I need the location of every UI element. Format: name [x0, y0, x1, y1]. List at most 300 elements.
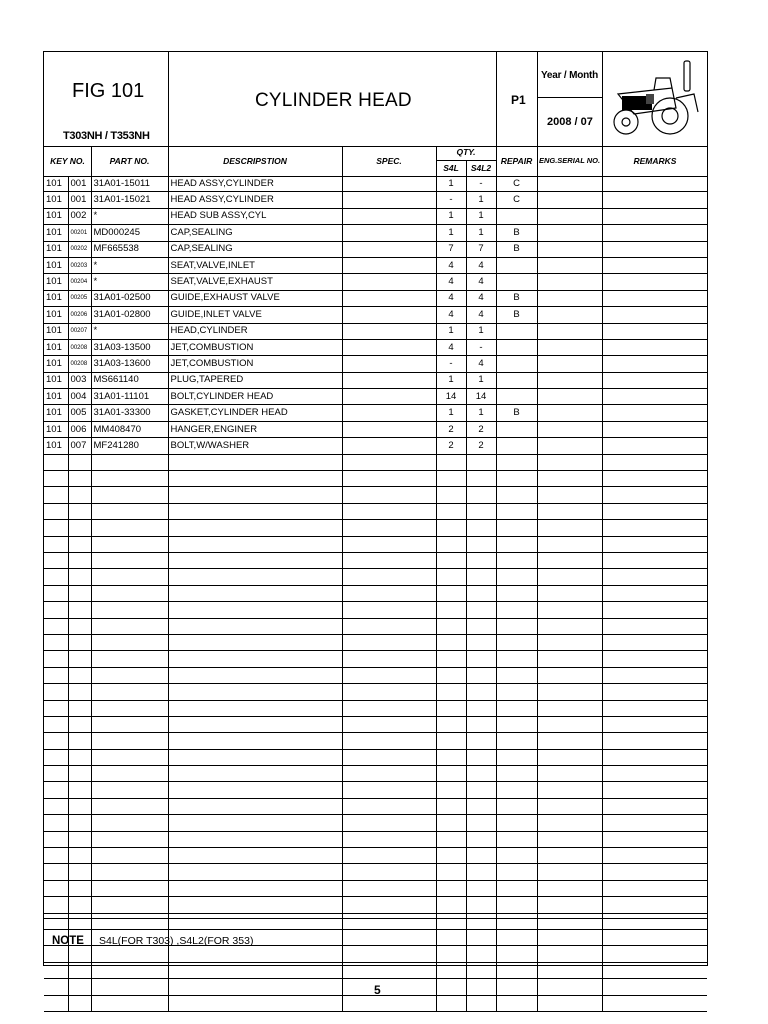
- cell-empty: [537, 356, 602, 372]
- cell-key: 00202: [68, 241, 91, 257]
- cell-s4l2: [466, 602, 496, 618]
- cell-repair: [496, 503, 537, 519]
- cell-desc: HEAD ASSY,CYLINDER: [168, 192, 342, 208]
- cell-empty: [602, 389, 707, 405]
- cell-part: [91, 766, 168, 782]
- cell-s4l: [436, 487, 466, 503]
- cell-fig: [44, 897, 68, 913]
- cell-s4l: [436, 552, 466, 568]
- cell-fig: 101: [44, 192, 68, 208]
- cell-empty: [602, 438, 707, 454]
- cell-empty: [537, 848, 602, 864]
- cell-empty: [537, 339, 602, 355]
- cell-empty: [602, 421, 707, 437]
- cell-empty: [602, 257, 707, 273]
- cell-part: MM408470: [91, 421, 168, 437]
- cell-repair: B: [496, 290, 537, 306]
- cell-fig: 101: [44, 307, 68, 323]
- cell-fig: 101: [44, 389, 68, 405]
- cell-key: [68, 520, 91, 536]
- cell-repair: C: [496, 192, 537, 208]
- cell-empty: [602, 585, 707, 601]
- cell-empty: [537, 208, 602, 224]
- cell-empty: [537, 257, 602, 273]
- cell-empty: [342, 569, 436, 585]
- cell-s4l2: 1: [466, 208, 496, 224]
- cell-s4l: [436, 520, 466, 536]
- table-row: [44, 602, 707, 618]
- cell-repair: [496, 356, 537, 372]
- table-row: [44, 471, 707, 487]
- cell-empty: [537, 421, 602, 437]
- table-row: [44, 569, 707, 585]
- cell-fig: [44, 569, 68, 585]
- table-row: [44, 651, 707, 667]
- cell-empty: [537, 602, 602, 618]
- cell-empty: [342, 372, 436, 388]
- cell-s4l: 1: [436, 225, 466, 241]
- note-label: NOTE: [52, 935, 84, 947]
- cell-repair: [496, 700, 537, 716]
- col-eng-serial: ENG.SERIAL NO.: [538, 156, 601, 165]
- cell-fig: [44, 716, 68, 732]
- cell-s4l2: 4: [466, 307, 496, 323]
- cell-s4l: [436, 503, 466, 519]
- table-row: [44, 176, 707, 192]
- cell-s4l2: 1: [466, 405, 496, 421]
- table-row: [44, 503, 707, 519]
- cell-empty: [342, 356, 436, 372]
- cell-repair: B: [496, 405, 537, 421]
- table-row: [44, 831, 707, 847]
- cell-desc: SEAT,VALVE,EXHAUST: [168, 274, 342, 290]
- cell-empty: [537, 749, 602, 765]
- cell-fig: [44, 536, 68, 552]
- table-row: [44, 700, 707, 716]
- col-part-no: PART NO.: [109, 156, 150, 166]
- cell-desc: [168, 815, 342, 831]
- cell-part: [91, 618, 168, 634]
- model-list: T303NH / T353NH: [63, 130, 150, 142]
- cell-empty: [537, 454, 602, 470]
- cell-fig: [44, 618, 68, 634]
- cell-key: 006: [68, 421, 91, 437]
- cell-s4l: [436, 700, 466, 716]
- cell-desc: HANGER,ENGINER: [168, 421, 342, 437]
- cell-fig: 101: [44, 372, 68, 388]
- cell-key: [68, 782, 91, 798]
- cell-desc: HEAD,CYLINDER: [168, 323, 342, 339]
- cell-empty: [602, 979, 707, 995]
- table-row: [44, 585, 707, 601]
- cell-part: *: [91, 208, 168, 224]
- cell-part: 31A01-02800: [91, 307, 168, 323]
- table-row: [44, 766, 707, 782]
- cell-part: 31A01-02500: [91, 290, 168, 306]
- cell-fig: [44, 602, 68, 618]
- cell-repair: [496, 536, 537, 552]
- cell-fig: [44, 487, 68, 503]
- cell-part: [91, 503, 168, 519]
- cell-repair: [496, 766, 537, 782]
- table-row: [44, 323, 707, 339]
- cell-desc: [168, 585, 342, 601]
- cell-empty: [537, 618, 602, 634]
- cell-repair: [496, 716, 537, 732]
- cell-empty: [602, 716, 707, 732]
- cell-key: [68, 503, 91, 519]
- cell-fig: [44, 700, 68, 716]
- cell-desc: [168, 536, 342, 552]
- cell-empty: [342, 438, 436, 454]
- cell-s4l: 4: [436, 339, 466, 355]
- cell-empty: [342, 274, 436, 290]
- cell-s4l: [436, 651, 466, 667]
- cell-empty: [537, 700, 602, 716]
- cell-empty: [537, 290, 602, 306]
- cell-repair: [496, 471, 537, 487]
- cell-s4l2: [466, 864, 496, 880]
- cell-empty: [537, 864, 602, 880]
- cell-part: [91, 634, 168, 650]
- cell-s4l: [436, 733, 466, 749]
- cell-key: [68, 585, 91, 601]
- cell-fig: 101: [44, 438, 68, 454]
- cell-desc: [168, 602, 342, 618]
- cell-desc: JET,COMBUSTION: [168, 339, 342, 355]
- cell-desc: JET,COMBUSTION: [168, 356, 342, 372]
- cell-part: [91, 848, 168, 864]
- cell-empty: [537, 815, 602, 831]
- table-row: [44, 634, 707, 650]
- col-qty: QTY.: [456, 147, 476, 157]
- cell-desc: [168, 782, 342, 798]
- cell-key: [68, 651, 91, 667]
- cell-key: [68, 454, 91, 470]
- sheet-header: [44, 52, 707, 147]
- cell-fig: [44, 749, 68, 765]
- cell-empty: [602, 848, 707, 864]
- table-row: [44, 274, 707, 290]
- cell-fig: [44, 766, 68, 782]
- cell-repair: [496, 897, 537, 913]
- cell-empty: [537, 880, 602, 896]
- cell-repair: [496, 339, 537, 355]
- cell-fig: [44, 798, 68, 814]
- cell-fig: 101: [44, 176, 68, 192]
- cell-empty: [342, 602, 436, 618]
- cell-part: 31A03-13600: [91, 356, 168, 372]
- cell-s4l: [436, 880, 466, 896]
- cell-desc: [168, 520, 342, 536]
- cell-s4l: 1: [436, 176, 466, 192]
- cell-s4l: [436, 569, 466, 585]
- cell-s4l: [436, 798, 466, 814]
- col-s4l2: S4L2: [470, 163, 492, 173]
- cell-part: [91, 487, 168, 503]
- cell-empty: [537, 667, 602, 683]
- cell-fig: 101: [44, 405, 68, 421]
- cell-key: [68, 766, 91, 782]
- cell-s4l: 14: [436, 389, 466, 405]
- cell-s4l: 2: [436, 421, 466, 437]
- cell-desc: [168, 733, 342, 749]
- cell-desc: [168, 487, 342, 503]
- cell-empty: [602, 651, 707, 667]
- cell-empty: [602, 274, 707, 290]
- parts-sheet: [43, 51, 708, 966]
- cell-part: [91, 782, 168, 798]
- cell-key: [68, 634, 91, 650]
- cell-empty: [342, 864, 436, 880]
- cell-s4l: 1: [436, 372, 466, 388]
- cell-repair: [496, 995, 537, 1011]
- cell-s4l2: 4: [466, 290, 496, 306]
- cell-part: 31A01-15011: [91, 176, 168, 192]
- cell-key: [68, 536, 91, 552]
- cell-desc: [168, 831, 342, 847]
- cell-empty: [537, 438, 602, 454]
- cell-repair: [496, 651, 537, 667]
- table-row: [44, 798, 707, 814]
- cell-empty: [342, 995, 436, 1011]
- cell-empty: [602, 602, 707, 618]
- table-row: [44, 618, 707, 634]
- year-month-label: Year / Month: [541, 70, 599, 81]
- cell-part: [91, 995, 168, 1011]
- cell-key: 007: [68, 438, 91, 454]
- cell-empty: [602, 749, 707, 765]
- table-row: [44, 372, 707, 388]
- cell-empty: [537, 831, 602, 847]
- note-text: S4L(FOR T303) ,S4L2(FOR 353): [99, 935, 254, 947]
- cell-s4l2: [466, 700, 496, 716]
- cell-s4l2: [466, 487, 496, 503]
- cell-part: [91, 569, 168, 585]
- cell-empty: [537, 634, 602, 650]
- cell-s4l2: 1: [466, 192, 496, 208]
- cell-empty: [342, 208, 436, 224]
- note-section: [44, 918, 707, 965]
- cell-fig: [44, 979, 68, 995]
- cell-empty: [342, 520, 436, 536]
- cell-repair: [496, 421, 537, 437]
- cell-fig: [44, 733, 68, 749]
- cell-empty: [602, 536, 707, 552]
- cell-empty: [602, 880, 707, 896]
- cell-part: [91, 454, 168, 470]
- cell-s4l2: [466, 716, 496, 732]
- cell-fig: 101: [44, 323, 68, 339]
- cell-part: *: [91, 323, 168, 339]
- cell-key: [68, 831, 91, 847]
- cell-part: 31A01-15021: [91, 192, 168, 208]
- cell-part: [91, 864, 168, 880]
- cell-key: 003: [68, 372, 91, 388]
- cell-empty: [537, 274, 602, 290]
- cell-repair: [496, 880, 537, 896]
- table-row: [44, 716, 707, 732]
- cell-empty: [602, 208, 707, 224]
- cell-repair: [496, 274, 537, 290]
- cell-fig: 101: [44, 274, 68, 290]
- table-row: [44, 684, 707, 700]
- cell-s4l2: [466, 782, 496, 798]
- cell-s4l: 1: [436, 405, 466, 421]
- cell-desc: CAP,SEALING: [168, 241, 342, 257]
- cell-part: *: [91, 257, 168, 273]
- cell-empty: [537, 225, 602, 241]
- cell-fig: 101: [44, 290, 68, 306]
- cell-repair: [496, 454, 537, 470]
- cell-repair: [496, 552, 537, 568]
- cell-empty: [342, 225, 436, 241]
- cell-desc: [168, 684, 342, 700]
- table-row: [44, 552, 707, 568]
- cell-s4l: 7: [436, 241, 466, 257]
- cell-empty: [602, 307, 707, 323]
- cell-key: [68, 733, 91, 749]
- cell-empty: [342, 405, 436, 421]
- cell-empty: [342, 389, 436, 405]
- cell-key: 00205: [68, 290, 91, 306]
- cell-s4l2: [466, 618, 496, 634]
- cell-empty: [537, 307, 602, 323]
- cell-part: MF241280: [91, 438, 168, 454]
- cell-fig: 101: [44, 421, 68, 437]
- cell-empty: [602, 569, 707, 585]
- table-row: [44, 356, 707, 372]
- cell-s4l2: 14: [466, 389, 496, 405]
- cell-repair: B: [496, 241, 537, 257]
- cell-empty: [602, 864, 707, 880]
- cell-s4l2: 1: [466, 372, 496, 388]
- cell-repair: [496, 634, 537, 650]
- cell-fig: [44, 782, 68, 798]
- cell-s4l: 2: [436, 438, 466, 454]
- cell-empty: [602, 700, 707, 716]
- cell-fig: 101: [44, 241, 68, 257]
- cell-s4l: [436, 716, 466, 732]
- cell-key: [68, 798, 91, 814]
- cell-s4l: 4: [436, 257, 466, 273]
- table-row: [44, 749, 707, 765]
- cell-part: [91, 667, 168, 683]
- cell-desc: [168, 454, 342, 470]
- table-row: [44, 733, 707, 749]
- cell-empty: [342, 733, 436, 749]
- cell-empty: [602, 471, 707, 487]
- cell-key: 00208: [68, 339, 91, 355]
- cell-s4l2: [466, 749, 496, 765]
- column-header: [44, 146, 707, 177]
- cell-part: 31A01-11101: [91, 389, 168, 405]
- cell-s4l2: 1: [466, 323, 496, 339]
- table-row: [44, 339, 707, 355]
- cell-desc: BOLT,CYLINDER HEAD: [168, 389, 342, 405]
- cell-part: 31A01-33300: [91, 405, 168, 421]
- cell-s4l2: [466, 815, 496, 831]
- cell-fig: 101: [44, 208, 68, 224]
- cell-key: 005: [68, 405, 91, 421]
- cell-repair: [496, 520, 537, 536]
- cell-empty: [342, 552, 436, 568]
- cell-empty: [342, 290, 436, 306]
- cell-empty: [342, 192, 436, 208]
- cell-empty: [537, 651, 602, 667]
- cell-s4l: [436, 471, 466, 487]
- cell-part: [91, 585, 168, 601]
- cell-empty: [342, 585, 436, 601]
- cell-empty: [537, 241, 602, 257]
- cell-empty: [602, 225, 707, 241]
- cell-s4l2: [466, 536, 496, 552]
- cell-s4l2: [466, 733, 496, 749]
- cell-empty: [602, 503, 707, 519]
- cell-s4l: [436, 831, 466, 847]
- cell-repair: [496, 782, 537, 798]
- table-row: [44, 864, 707, 880]
- cell-part: MS661140: [91, 372, 168, 388]
- cell-repair: [496, 684, 537, 700]
- cell-key: [68, 569, 91, 585]
- cell-fig: 101: [44, 257, 68, 273]
- cell-empty: [537, 176, 602, 192]
- cell-s4l2: [466, 503, 496, 519]
- cell-desc: [168, 552, 342, 568]
- cell-part: [91, 536, 168, 552]
- cell-empty: [342, 766, 436, 782]
- cell-s4l2: 1: [466, 225, 496, 241]
- cell-key: 001: [68, 176, 91, 192]
- cell-empty: [537, 684, 602, 700]
- cell-empty: [602, 766, 707, 782]
- cell-part: [91, 733, 168, 749]
- cell-repair: [496, 798, 537, 814]
- table-row: [44, 487, 707, 503]
- cell-s4l: 4: [436, 307, 466, 323]
- cell-desc: GASKET,CYLINDER HEAD: [168, 405, 342, 421]
- cell-empty: [602, 618, 707, 634]
- cell-s4l2: 2: [466, 421, 496, 437]
- cell-fig: [44, 995, 68, 1011]
- table-row: [44, 536, 707, 552]
- cell-s4l: [436, 585, 466, 601]
- table-row: [44, 405, 707, 421]
- cell-key: [68, 684, 91, 700]
- cell-empty: [537, 389, 602, 405]
- cell-s4l2: 7: [466, 241, 496, 257]
- cell-part: [91, 602, 168, 618]
- cell-empty: [537, 798, 602, 814]
- cell-fig: [44, 585, 68, 601]
- cell-empty: [342, 339, 436, 355]
- cell-repair: [496, 733, 537, 749]
- cell-empty: [537, 372, 602, 388]
- cell-repair: C: [496, 176, 537, 192]
- cell-desc: [168, 979, 342, 995]
- cell-empty: [537, 782, 602, 798]
- cell-empty: [537, 471, 602, 487]
- cell-repair: [496, 848, 537, 864]
- cell-key: [68, 848, 91, 864]
- cell-part: [91, 831, 168, 847]
- cell-part: [91, 979, 168, 995]
- cell-s4l2: [466, 798, 496, 814]
- cell-s4l2: [466, 880, 496, 896]
- cell-repair: [496, 979, 537, 995]
- cell-part: [91, 749, 168, 765]
